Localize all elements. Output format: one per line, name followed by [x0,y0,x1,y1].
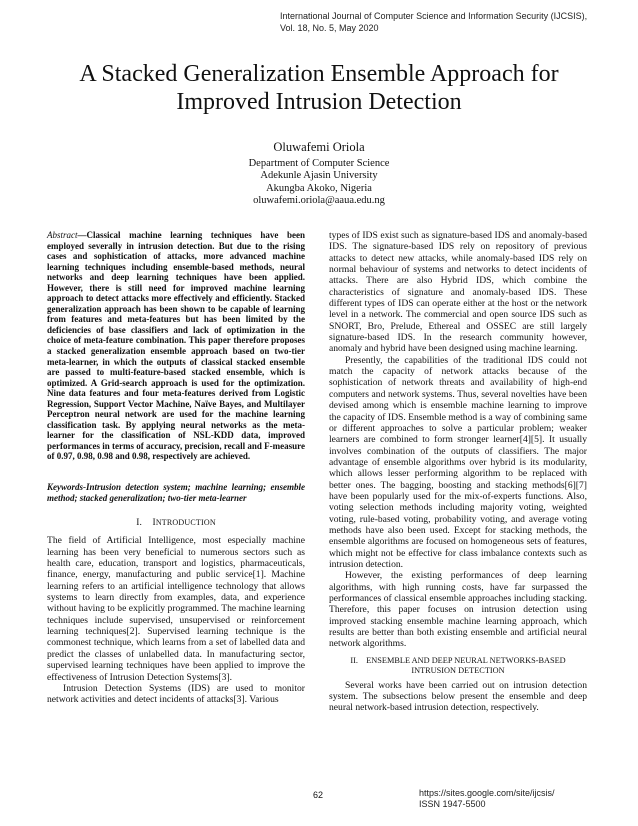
author-location: Akungba Akoko, Nigeria [266,182,372,194]
keywords: Keywords-Intrusion detection system; machine learning; ensemble method; stacked generalization; two-tier meta-learner [47,482,305,503]
title-line-2: Improved Intrusion Detection [176,89,462,115]
footer-issn: ISSN 1947-5500 [419,799,486,809]
footer-url[interactable]: https://sites.google.com/site/ijcsis/ [419,788,555,798]
section-title-line-2: INTRUSION DETECTION [411,665,505,675]
journal-name: International Journal of Computer Science and Information Security (IJCSIS), [280,11,588,21]
abstract [47,230,305,462]
body-paragraph-3: However, the existing performances of deep learning algorithms, with high running costs, have far surpassed the performances of classical ensemble approaches including stacking. Therefore, this paper focuses on intrusion detection using improved stacking ensemble machine learning approach, which results are better than both existing ensemble and artificial neural network algorithms. [329,570,587,650]
author-affiliation [0,158,638,207]
section-number: II. [350,655,358,665]
abstract-text: —Classical machine learning techniques have been employed severally in intrusion detection. But due to the rising cases and sophistication of attacks, more advanced machine learning techniques including ensemble-based methods, neural networks and deep learning techniques have been applied. However, there is still need for improved machine learning approach to detect attacks more effectively and efficiently. Stacked generalization approach has been shown to be capable of learning from features and meta-features but has been limited by the deficiencies of base classifiers and lack of optimization in the choice of meta-feature combination. This paper therefore proposes a stacked generalization ensemble approach based on two-tier meta-learner, in which the outputs of classical stacked ensemble are passed to multi-feature-based stacked ensemble, which is optimized. A Grid-search approach is used for the optimization. Nine data features and four meta-features derived from Logistic Regression, Support Vector Machine, Naïve Bayes, and Multilayer Perceptron neural network are used for the machine learning classification task. By applying neural networks as the meta-learner for the classification of NSL-KDD data, improved performances in terms of accuracy, precision, recall and F-measure of 0.97, 0.98, 0.98 and 0.98, respectively are achieved. [47,230,305,462]
journal-volume: Vol. 18, No. 5, May 2020 [280,23,379,33]
author-university: Adekunle Ajasin University [260,170,378,182]
right-column [329,230,587,714]
paper-title [30,60,608,116]
section-heading-introduction [47,517,305,529]
title-line-1: A Stacked Generalization Ensemble Approach for [79,61,559,87]
section-title-rest: NTRODUCTION [155,518,216,528]
author-department: Department of Computer Science [248,158,390,169]
intro-paragraph-1: The field of Artificial Intelligence, most especially machine learning has been very beneficial to numerous sectors such as health care, education, transport and logistics, pharmaceuticals, finance, energy, manufacturing and public service[1]. Machine learning refers to an artificial intelligence technology that allows systems to learn directly from examples, data, and experience without having to be explicitly programmed. The machine learning techniques include supervised, unsupervised or reinforcement learning techniques[2]. Supervised learning technique is the commonest technique, which learns from a set of labelled data and predict the classes of unlabelled data. In manufacturing sector, supervised learning techniques have been applied to improve the effectiveness of Intrusion Detection Systems[3]. [47,535,305,683]
author-email[interactable]: oluwafemi.oriola@aaua.edu.ng [253,194,385,206]
author-name: Oluwafemi Oriola [273,140,365,154]
page-footer [419,788,555,810]
left-column [47,230,305,706]
body-paragraph-1: types of IDS exist such as signature-based IDS and anomaly-based IDS. The signature-based IDS rely on repository of previous attacks to detect new attacks, while anomaly-based IDS rely on normal behaviour of systems and networks to detect incidents of attacks. There are also Hybrid IDS, which combine the characteristics of signature and anomaly-based IDS. These different types of IDS can operate either at the host or the network level in a network. The commercial and open source IDS such as SNORT, Bro, Prelude, Ethereal and OSSEC are still largely signature-based IDS. In the research community however, anomaly and hybrid have been designed using machine learning. [329,230,587,355]
intro-paragraph-2: Intrusion Detection Systems (IDS) are used to monitor network activities and detect incidents of attacks[3]. Various [47,682,305,706]
body-paragraph-2: Presently, the capabilities of the traditional IDS could not match the capacity of network attacks because of the sophistication of network threats and availability of high-end computers and network systems. Thus, several novelties have been devised among which is ensemble machine learning to improve the capacity of IDS. Ensemble method is a way of combining same or different approaches to solve a particular problem; weaker learners are combined to form stronger learner[4][5]. It usually involves combination of the outputs of classifiers. The major advantage of ensemble algorithms over hybrid is its modularity, which allows lesser performing algorithm to be replaced with better ones. The bagging, boosting and stacking methods[6][7] have been popularly used for the mix-of-experts functions. Also, voting selection methods including majority voting, weighted voting, rule-based voting, probability voting, and average voting methods have also been used. Except for stacking methods, the ensemble algorithms are focused on homogeneous sets of features, which might not be effective for class imbalance contexts such as intrusion detection. [329,354,587,570]
page-number: 62 [313,790,324,800]
section-title-line-1: ENSEMBLE AND DEEP NEURAL NETWORKS-BASED [366,655,566,665]
abstract-label: Abstract [47,230,78,240]
body-paragraph-4: Several works have been carried out on intrusion detection system. The subsections below present the ensemble and deep neural network-based intrusion detection, respectively. [329,679,587,714]
section-title-initial: I [152,518,156,529]
section-heading-ensemble [329,656,587,676]
journal-header [280,10,587,34]
section-number: I. [136,518,143,529]
